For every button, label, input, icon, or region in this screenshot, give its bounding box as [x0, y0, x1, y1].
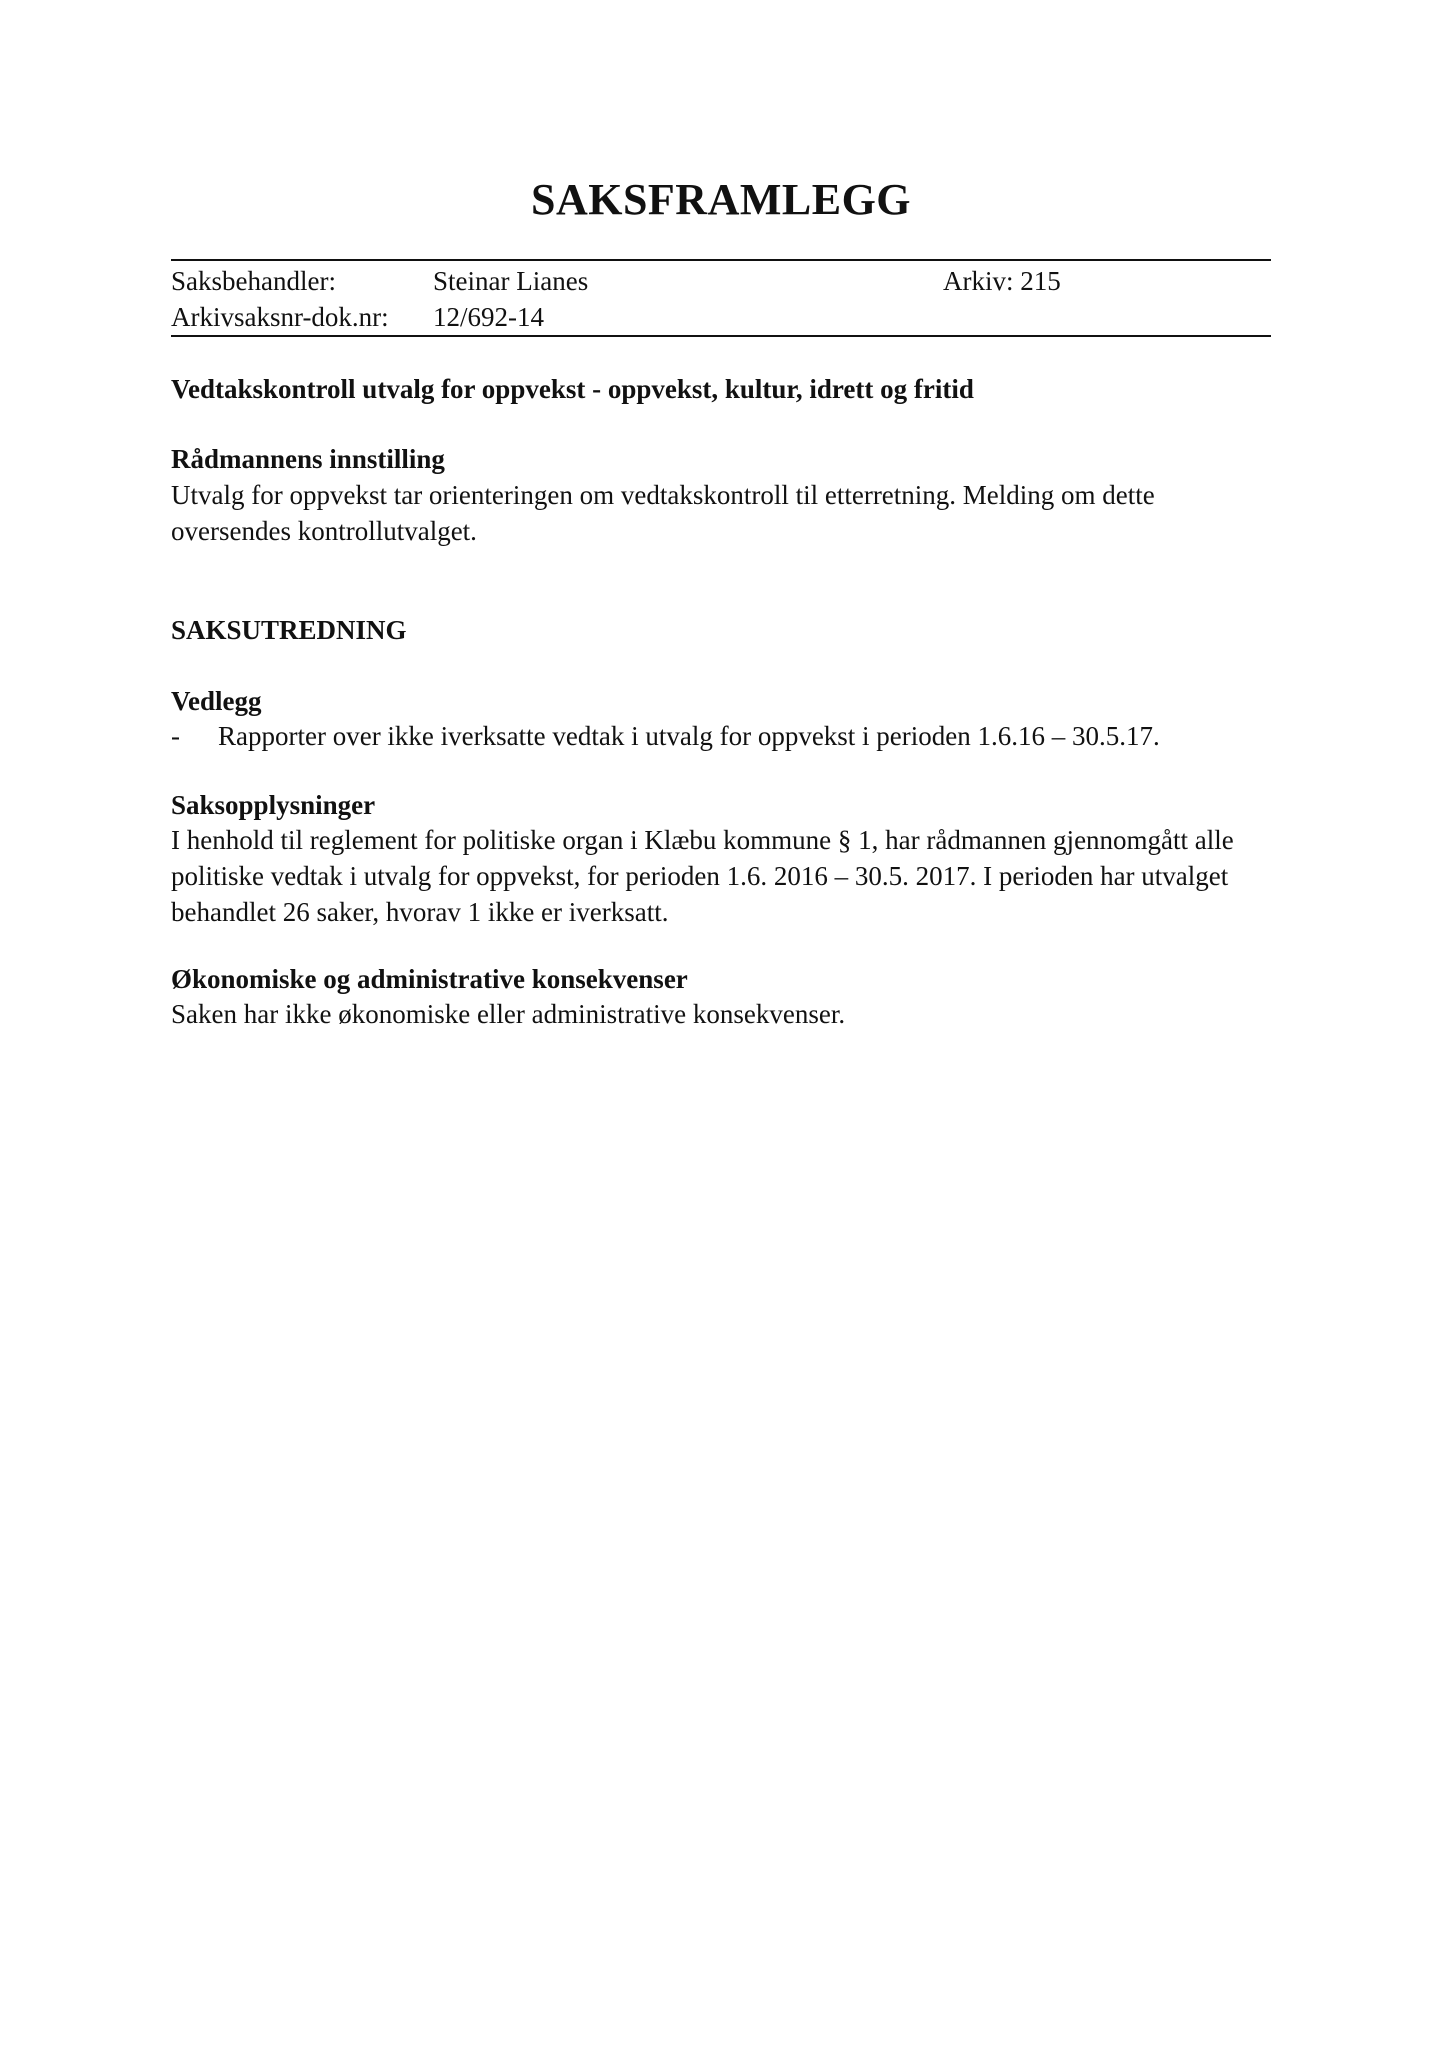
arkiv-value: Arkiv: 215 — [943, 266, 1061, 296]
innstilling-text: Utvalg for oppvekst tar orienteringen om vedtakskontroll til etterretning. Melding om dette oversendes kontrollutvalget. — [171, 480, 1155, 546]
list-dash: - — [171, 721, 180, 751]
konsekvenser-heading: Økonomiske og administrative konsekvenser — [171, 964, 688, 994]
saksopplysninger-text: I henhold til reglement for politiske organ i Klæbu kommune § 1, har rådmannen gjennomgått alle politiske vedtak i utvalg for oppvekst, for perioden 1.6. 2016 – 30.5. 2017. I perioden har utvalget behandlet 26 saker, hvorav 1 ikke er iverksatt. — [171, 825, 1234, 927]
header-bottom-rule — [171, 335, 1271, 337]
saksutredning-heading: SAKSUTREDNING — [171, 615, 407, 645]
header-top-rule — [171, 259, 1271, 261]
vedlegg-heading: Vedlegg — [171, 686, 262, 716]
vedlegg-item-text: Rapporter over ikke iverksatte vedtak i utvalg for oppvekst i perioden 1.6.16 – 30.5.17. — [218, 721, 1160, 751]
saksbehandler-value: Steinar Lianes — [433, 266, 589, 296]
arkivsaksnr-label: Arkivsaksnr-dok.nr: — [171, 302, 389, 332]
konsekvenser-text: Saken har ikke økonomiske eller administrative konsekvenser. — [171, 999, 846, 1029]
meta-row-saksbehandler — [171, 263, 1271, 299]
arkivsaksnr-value: 12/692-14 — [433, 302, 544, 332]
case-subject: Vedtakskontroll utvalg for oppvekst - oppvekst, kultur, idrett og fritid — [171, 374, 974, 404]
innstilling-heading: Rådmannens innstilling — [171, 444, 445, 474]
meta-row-arkivsaksnr — [171, 299, 1271, 335]
page-title: SAKSFRAMLEGG — [530, 175, 912, 224]
saksbehandler-label: Saksbehandler: — [171, 266, 336, 296]
saksopplysninger-heading: Saksopplysninger — [171, 790, 376, 820]
